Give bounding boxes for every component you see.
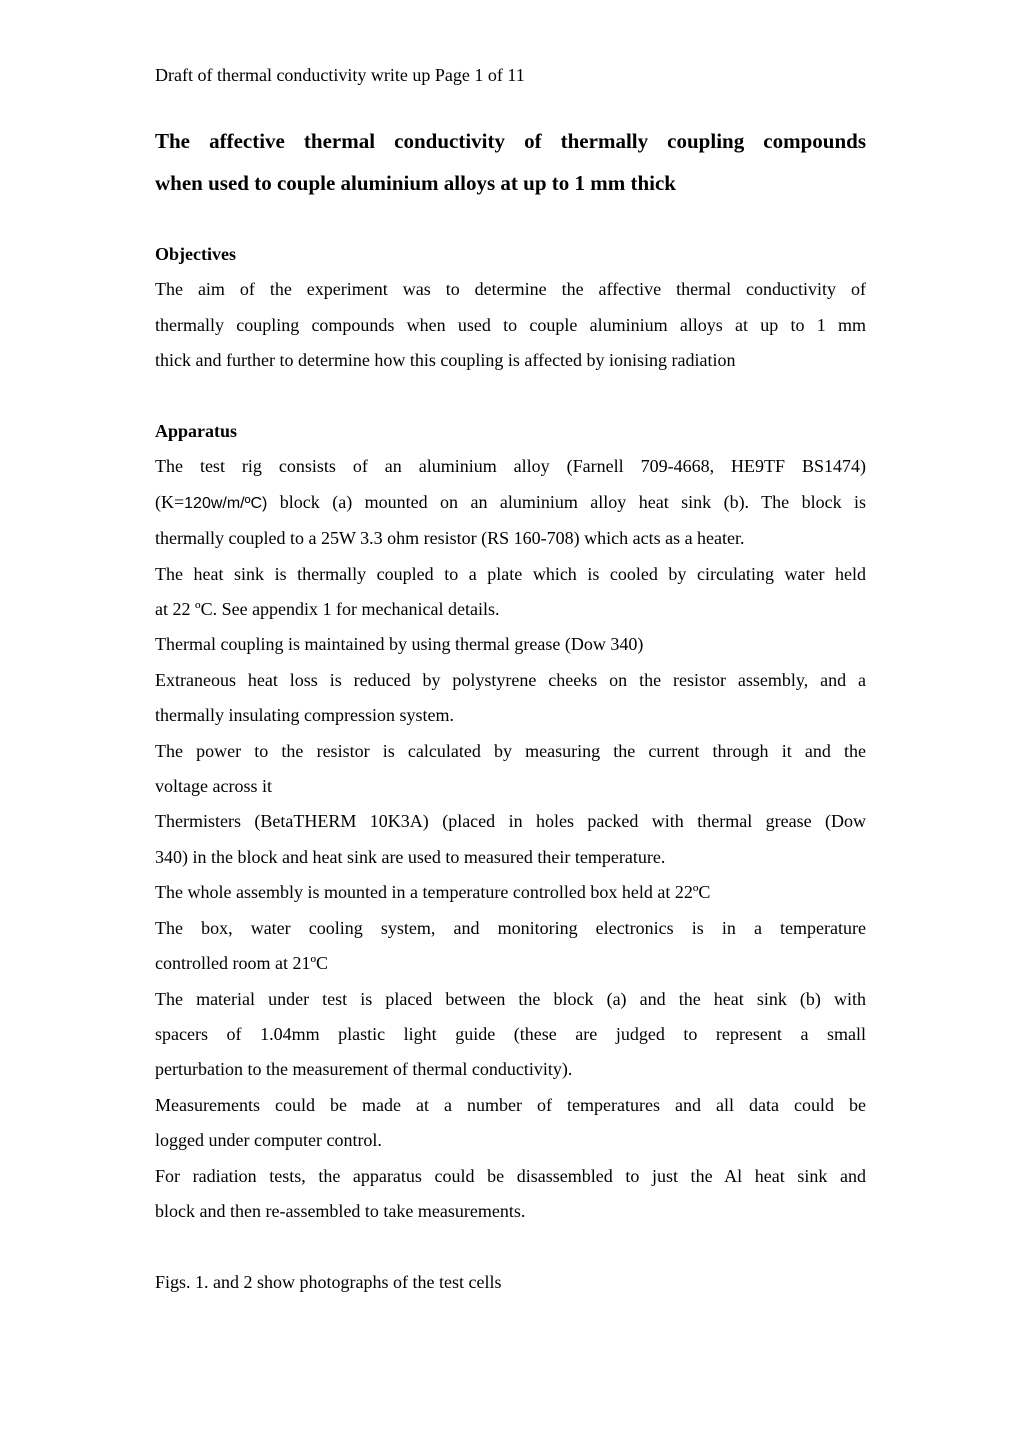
apparatus-p2-line-1: The heat sink is thermally coupled to a plate which is cooled by circulating water held (155, 563, 866, 584)
apparatus-p3-line: Thermal coupling is maintained by using thermal grease (Dow 340) (155, 634, 644, 655)
apparatus-paragraph-material (155, 982, 866, 1088)
apparatus-p5-line-2: voltage across it (155, 776, 272, 797)
apparatus-p6-line-2: 340) in the block and heat sink are used to measured their temperature. (155, 846, 666, 867)
apparatus-paragraph-test-rig (155, 449, 866, 556)
k-value: 120w/m/ºC) (184, 494, 268, 512)
apparatus-heading: Apparatus (155, 421, 238, 442)
page-header: Draft of thermal conductivity write up Page 1 of 11 (155, 65, 525, 85)
apparatus-p6-line-1: Thermisters (BetaTHERM 10K3A) (placed in holes packed with thermal grease (Dow (155, 811, 866, 832)
apparatus-p2-line-2: at 22 ºC. See appendix 1 for mechanical details. (155, 599, 500, 620)
apparatus-p8-line-1: The box, water cooling system, and monitoring electronics is in a temperature (155, 917, 866, 938)
apparatus-p4-line-2: thermally insulating compression system. (155, 705, 454, 726)
apparatus-p11-line-2: block and then re-assembled to take measurements. (155, 1200, 526, 1221)
document-title (155, 120, 866, 204)
document-body (155, 237, 866, 1300)
apparatus-p11-line-1: For radiation tests, the apparatus could be disassembled to just the Al heat sink and (155, 1165, 866, 1186)
apparatus-p7-line: The whole assembly is mounted in a temperature controlled box held at 22ºC (155, 882, 711, 903)
apparatus-p1-line-2-rest: block (a) mounted on an aluminium alloy heat sink (b). The block is (267, 491, 866, 512)
figures-note (155, 1265, 866, 1300)
apparatus-paragraph-heat-loss (155, 663, 866, 734)
apparatus-paragraph-box (155, 875, 866, 910)
apparatus-p1-line-1: The test rig consists of an aluminium alloy (Farnell 709-4668, HE9TF BS1474) (155, 456, 866, 477)
apparatus-paragraph-thermisters (155, 804, 866, 875)
apparatus-paragraph-power (155, 734, 866, 805)
apparatus-p5-line-1: The power to the resistor is calculated by measuring the current through it and the (155, 740, 866, 761)
objectives-line-3: thick and further to determine how this coupling is affected by ionising radiation (155, 350, 736, 371)
apparatus-p8-line-2: controlled room at 21ºC (155, 953, 329, 974)
title-line-2: when used to couple aluminium alloys at up to 1 mm thick (155, 171, 676, 195)
apparatus-p1-line-3: thermally coupled to a 25W 3.3 ohm resistor (RS 160-708) which acts as a heater. (155, 528, 745, 549)
apparatus-p4-line-1: Extraneous heat loss is reduced by polystyrene cheeks on the resistor assembly, and a (155, 669, 866, 690)
k-prefix: (K= (155, 491, 185, 512)
apparatus-paragraph-heat-sink (155, 557, 866, 628)
apparatus-paragraph-measurements (155, 1088, 866, 1159)
objectives-line-2: thermally coupling compounds when used to couple aluminium alloys at up to 1 mm (155, 314, 866, 335)
objectives-line-1: The aim of the experiment was to determine the affective thermal conductivity of (155, 279, 866, 300)
objectives-heading: Objectives (155, 244, 236, 264)
apparatus-p10-line-2: logged under computer control. (155, 1130, 382, 1151)
apparatus-p1-line-2 (155, 485, 866, 521)
apparatus-p9-line-2: spacers of 1.04mm plastic light guide (these are judged to represent a small (155, 1023, 866, 1044)
apparatus-p9-line-3: perturbation to the measurement of thermal conductivity). (155, 1059, 573, 1080)
objectives-paragraph (155, 272, 866, 378)
title-line-1: The affective thermal conductivity of thermally coupling compounds (155, 129, 866, 153)
apparatus-paragraph-radiation (155, 1159, 866, 1230)
apparatus-p10-line-1: Measurements could be made at a number of temperatures and all data could be (155, 1094, 866, 1115)
apparatus-p9-line-1: The material under test is placed between the block (a) and the heat sink (b) with (155, 988, 866, 1009)
apparatus-paragraph-room (155, 911, 866, 982)
apparatus-paragraph-grease (155, 627, 866, 662)
figures-note-line: Figs. 1. and 2 show photographs of the test cells (155, 1271, 502, 1292)
